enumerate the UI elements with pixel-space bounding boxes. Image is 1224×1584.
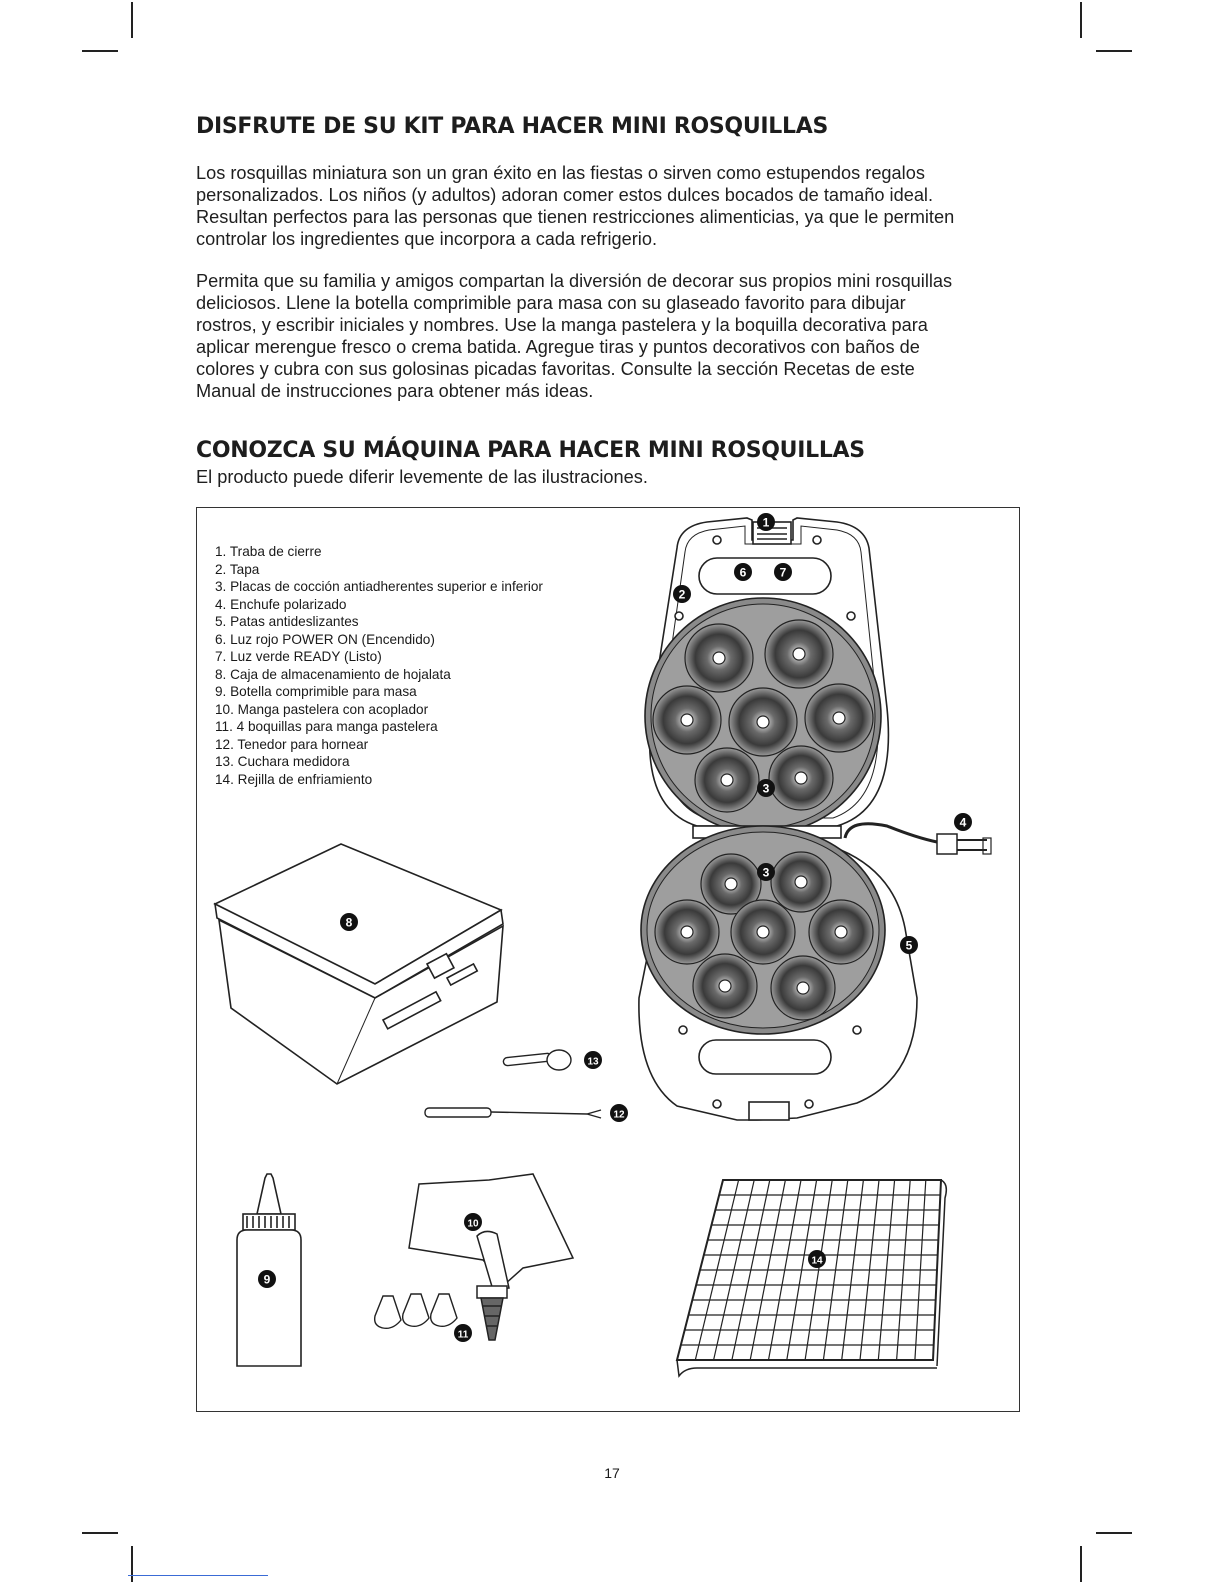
callout-label: 7 [779,565,787,580]
measuring-spoon [503,1050,571,1070]
callout-label: 2 [678,587,686,602]
callout-label: 13 [587,1056,599,1068]
callout-8 [340,913,358,931]
callout-label: 4 [959,815,967,830]
crop-mark [131,2,133,38]
callout-12 [610,1104,628,1122]
callout-7 [774,563,792,581]
callout-1 [757,513,775,531]
crop-mark [1096,1532,1132,1534]
parts-list-item: 14. Rejilla de enfriamiento [215,771,373,787]
text-line: Permita que su familia y amigos compartan la diversión de decorar sus propios mini rosquillas [196,271,953,291]
crop-mark [1080,1546,1082,1582]
parts-list [215,543,543,788]
parts-list-item: 8. Caja de almacenamiento de hojalata [215,666,451,682]
crop-mark [1096,50,1132,52]
callout-label: 3 [762,865,770,880]
parts-list-item: 2. Tapa [215,561,260,577]
link-underline [128,1575,268,1576]
text-line: Los rosquillas miniatura son un gran éxito en las fiestas o sirven como estupendos regalos [196,163,925,183]
machine-subtitle: El producto puede diferir levemente de las ilustraciones. [196,467,648,487]
callout-3 [757,779,775,797]
text-line: rostros, y escribir iniciales y nombres. Use la manga pastelera y la boquilla decorativa para [196,315,928,335]
callout-label: 3 [762,781,770,796]
callout-13 [584,1051,602,1069]
intro-paragraph-1 [196,162,1026,250]
callout-label: 11 [457,1329,469,1341]
callout-9 [258,1270,276,1288]
callout-10 [464,1213,482,1231]
text-line: personalizados. Los niños (y adultos) adoran comer estos dulces bocados de tamaño ideal. [196,185,934,205]
callout-label: 12 [613,1109,625,1121]
intro-paragraph-2 [196,270,1026,402]
parts-list-item: 12. Tenedor para hornear [215,736,369,752]
piping-tips [375,1294,457,1328]
parts-list-item: 5. Patas antideslizantes [215,614,359,629]
parts-list-item: 11. 4 boquillas para manga pastelera [215,719,438,734]
callout-5 [900,936,918,954]
parts-list-item: 6. Luz rojo POWER ON (Encendido) [215,631,435,647]
parts-list-item: 4. Enchufe polarizado [215,596,347,612]
parts-list-item: 1. Traba de cierre [215,544,322,559]
callout-label: 5 [905,938,913,953]
crop-mark [131,1546,133,1582]
callout-6 [734,563,752,581]
text-line: colores y cubra con sus golosinas picadas favoritas. Consulte la sección Recetas de este [196,359,915,379]
callout-14 [808,1250,826,1268]
cooling-rack [677,1180,946,1376]
callout-label: 1 [762,515,770,530]
callout-label: 14 [811,1255,823,1267]
callout-3 [757,863,775,881]
callout-label: 6 [739,565,747,580]
parts-figure [196,507,1020,1412]
crop-mark [1080,2,1082,38]
text-line: controlar los ingredientes que incorpora a cada refrigerio. [196,229,658,249]
callout-4 [954,813,972,831]
crop-mark [82,50,118,52]
machine-heading: CONOZCA SU MÁQUINA PARA HACER MINI ROSQUILLAS [196,438,865,463]
parts-list-item: 10. Manga pastelera con acoplador [215,701,429,717]
callout-label: 10 [467,1218,479,1230]
parts-list-item: 9. Botella comprimible para masa [215,684,417,699]
callout-11 [454,1324,472,1342]
parts-list-item: 7. Luz verde READY (Listo) [215,649,382,664]
page-number: 17 [604,1465,620,1481]
crop-mark [82,1532,118,1534]
callout-label: 8 [345,915,353,930]
baking-fork [425,1108,601,1118]
parts-list-item: 13. Cuchara medidora [215,754,350,769]
callout-2 [673,585,691,603]
storage-tin [215,844,503,1084]
text-line: Manual de instrucciones para obtener más ideas. [196,381,594,401]
parts-list-item: 3. Placas de cocción antiadherentes superior e inferior [215,579,543,594]
callout-label: 9 [263,1272,271,1287]
squeeze-bottle [237,1174,301,1366]
text-line: aplicar merengue fresco o crema batida. Agregue tiras y puntos decorativos con baños de [196,337,920,357]
intro-heading: DISFRUTE DE SU KIT PARA HACER MINI ROSQUILLAS [196,114,828,139]
text-line: Resultan perfectos para las personas que tienen restricciones alimenticias, ya que le permiten [196,207,955,227]
text-line: deliciosos. Llene la botella comprimible para masa con su glaseado favorito para dibujar [196,293,906,313]
